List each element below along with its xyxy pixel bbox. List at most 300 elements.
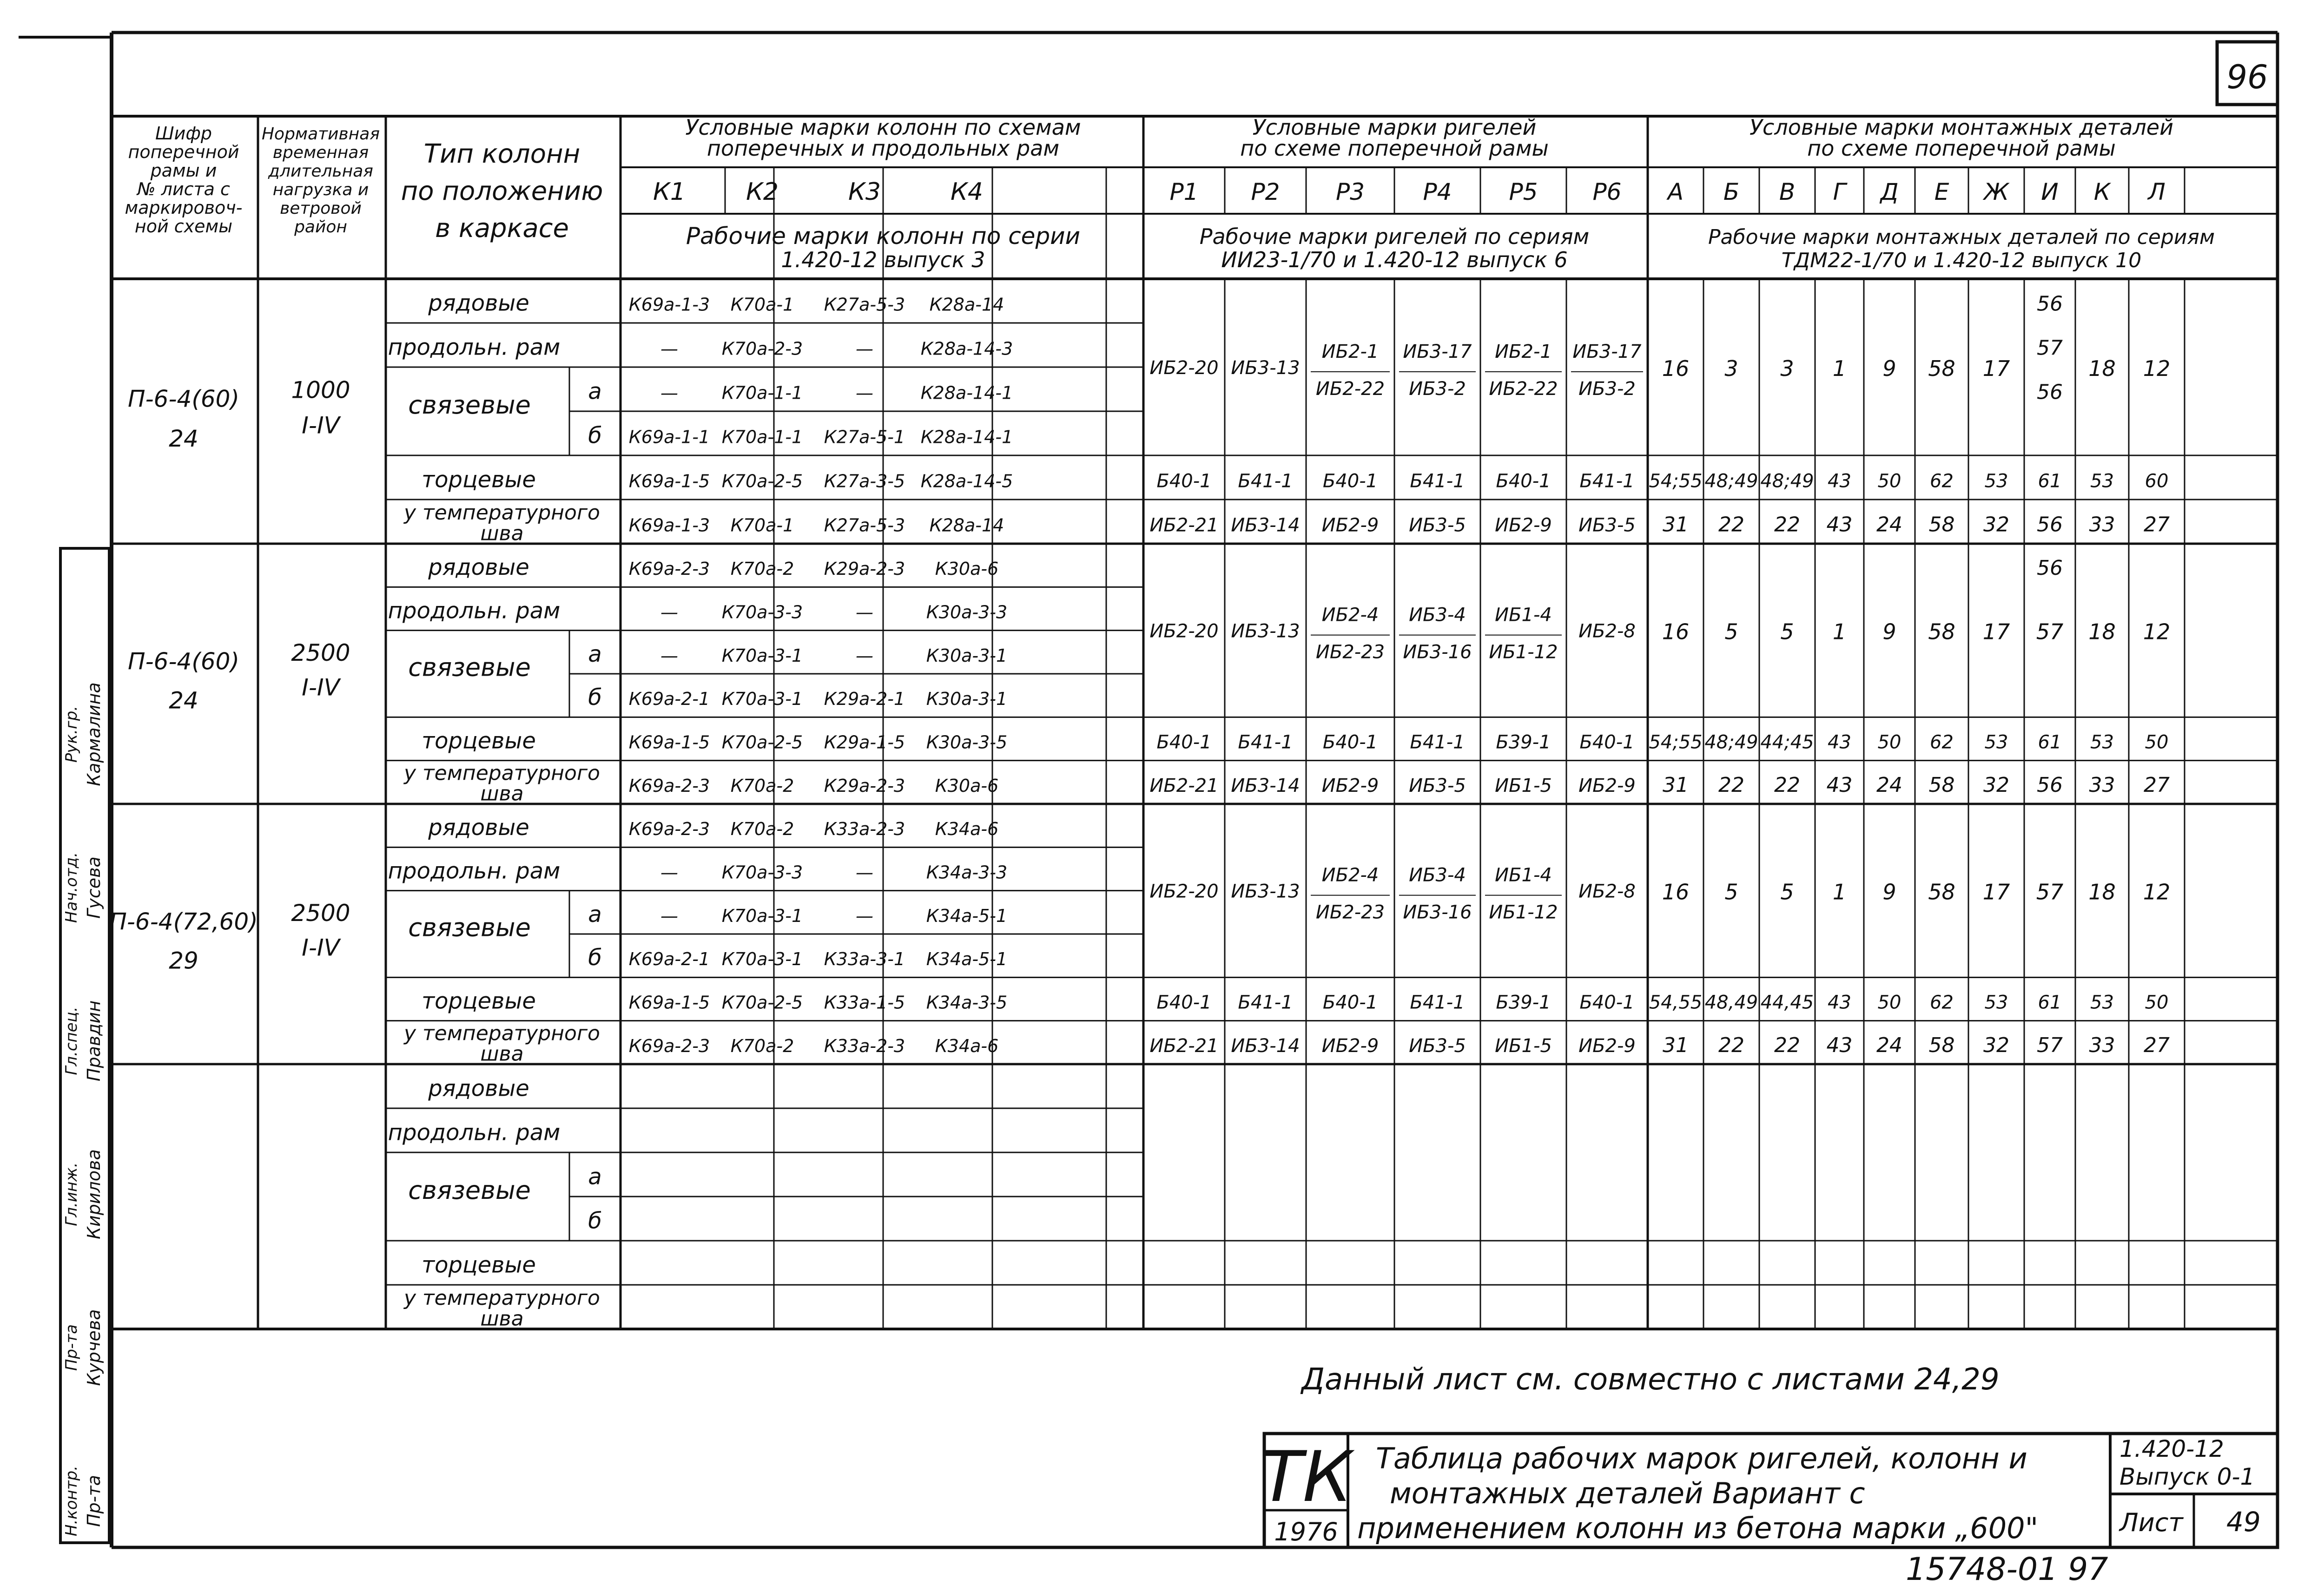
detail-temp-cell: 43: [1826, 773, 1853, 797]
hdr-shifr: маркировоч-: [125, 197, 243, 218]
hdr-rigel-mark: Р4: [1423, 178, 1452, 205]
detail-temp-cell: 58: [1928, 1033, 1955, 1057]
hdr-shifr: рамы и: [150, 160, 217, 181]
hdr-rigels-title: Условные марки ригелей: [1252, 115, 1537, 140]
column-mark-cell: —: [856, 645, 873, 666]
column-mark-cell: К70а-3-3: [721, 862, 803, 883]
type-tortsevye: торцевые: [422, 728, 536, 754]
hdr-detail-mark: Г: [1833, 178, 1846, 205]
margin-stamp-name: Кармалина: [84, 682, 104, 786]
type-temp: у температурного: [404, 500, 600, 525]
margin-stamp-name: Кирилова: [84, 1149, 104, 1239]
column-mark-cell: К70а-1: [730, 294, 794, 315]
detail-temp-cell: 58: [1928, 773, 1955, 797]
type-a: а: [588, 378, 602, 405]
column-mark-cell: К28а-14: [929, 515, 1004, 536]
column-mark-cell: К28а-14: [929, 294, 1004, 315]
detail-temp-cell: 24: [1876, 1033, 1902, 1057]
detail-temp-cell: 22: [1774, 513, 1800, 537]
rigel-tortsevye-cell: Б40-1: [1156, 731, 1212, 753]
hdr-detail-mark: К: [2093, 178, 2111, 205]
column-mark-cell: —: [660, 602, 678, 623]
detail-tortsevye-cell: 61: [2038, 731, 2062, 753]
rigel-cell: ИБ3-13: [1231, 357, 1300, 379]
detail-temp-cell: 27: [2144, 1033, 2170, 1057]
hdr-shifr: ной схемы: [134, 216, 233, 237]
column-mark-cell: К27а-5-1: [824, 427, 905, 447]
column-mark-cell: К69а-2-1: [628, 689, 710, 710]
column-mark-cell: К34а-6: [935, 1035, 999, 1056]
detail-cell: 12: [2143, 879, 2171, 905]
rigel-temp-cell: ИБ2-9: [1578, 775, 1636, 796]
hdr-detail-mark: И: [2041, 178, 2059, 205]
detail-tortsevye-cell: 54;55: [1649, 470, 1703, 492]
type-prodoln: продольн. рам: [388, 858, 561, 884]
detail-cell: 9: [1882, 619, 1896, 645]
rigel-tortsevye-cell: Б41-1: [1410, 470, 1465, 492]
rigel-temp-cell: ИБ3-5: [1409, 514, 1466, 536]
column-mark-cell: К69а-1-5: [628, 992, 710, 1013]
hdr-shifr: № листа с: [137, 179, 230, 199]
rigel-tortsevye-cell: Б40-1: [1579, 992, 1635, 1013]
detail-i-cell: 56: [2037, 292, 2063, 316]
hdr-rigel-mark: Р6: [1592, 178, 1622, 205]
column-mark-cell: К70а-3-1: [721, 689, 803, 710]
rigel-tortsevye-cell: Б40-1: [1322, 992, 1378, 1013]
column-mark-cell: —: [660, 862, 678, 883]
column-mark-cell: К28а-14-3: [920, 338, 1013, 359]
rigel-cell: ИБ3-2: [1578, 378, 1636, 400]
detail-temp-cell: 32: [1983, 773, 2009, 797]
rigel-cell: ИБ1-12: [1489, 641, 1558, 663]
column-mark-cell: К27а-5-3: [824, 294, 905, 315]
rigel-tortsevye-cell: Б41-1: [1410, 731, 1465, 753]
detail-tortsevye-cell: 61: [2038, 470, 2062, 492]
type-a: а: [588, 901, 602, 928]
group-sheet: 24: [169, 425, 198, 452]
detail-cell: 18: [2088, 879, 2116, 905]
rigel-tortsevye-cell: Б40-1: [1579, 731, 1635, 753]
detail-cell: 58: [1928, 619, 1955, 645]
column-mark-cell: К70а-2: [730, 559, 794, 579]
type-svyazevye: связевые: [408, 913, 531, 942]
rigel-temp-cell: ИБ3-5: [1578, 514, 1636, 536]
column-mark-cell: К70а-2: [730, 775, 794, 796]
type-b: б: [588, 1208, 602, 1234]
rigel-temp-cell: ИБ3-5: [1409, 1035, 1466, 1057]
margin-stamp-label: Нач.отд.: [62, 852, 81, 923]
rigel-temp-cell: ИБ3-14: [1231, 514, 1300, 536]
detail-temp-cell: 31: [1663, 1033, 1689, 1057]
column-mark-cell: —: [856, 602, 873, 623]
column-mark-cell: К70а-3-1: [721, 645, 803, 666]
detail-temp-cell: 56: [2037, 513, 2063, 537]
detail-cell: 17: [1982, 356, 2010, 381]
hdr-type: по положению: [401, 176, 603, 206]
detail-cell: 3: [1780, 356, 1794, 381]
rigel-temp-cell: ИБ2-21: [1149, 1035, 1219, 1057]
detail-tortsevye-cell: 44;45: [1760, 731, 1814, 753]
detail-temp-cell: 27: [2144, 513, 2170, 537]
column-mark-cell: К69а-1-5: [628, 471, 710, 492]
margin-stamp-name: Правдин: [84, 1000, 104, 1082]
margin-stamp-label: Гл.инж.: [62, 1162, 81, 1226]
group-sheet: 24: [169, 687, 198, 714]
margin-stamp-label: Рук.гр.: [62, 705, 81, 763]
rigel-temp-cell: ИБ2-9: [1321, 514, 1379, 536]
hdr-rigels-working: Рабочие марки ригелей по сериям: [1199, 224, 1590, 249]
detail-i-cell: 57: [2037, 336, 2063, 360]
column-mark-cell: К29а-2-1: [824, 689, 905, 710]
hdr-column-mark: К1: [653, 178, 686, 206]
column-mark-cell: К28а-14-5: [920, 471, 1013, 492]
detail-temp-cell: 22: [1774, 773, 1800, 797]
rigel-temp-cell: ИБ1-5: [1495, 1035, 1552, 1057]
rigel-cell: ИБ3-17: [1572, 341, 1642, 362]
type-ryadovye: рядовые: [428, 1075, 529, 1102]
column-mark-cell: —: [660, 905, 678, 926]
column-mark-cell: К28а-14-1: [920, 427, 1013, 447]
column-mark-cell: —: [660, 645, 678, 666]
hdr-details-title: Условные марки монтажных деталей: [1750, 115, 2173, 140]
hdr-type: Тип колонн: [423, 139, 581, 169]
detail-cell: 16: [1662, 619, 1690, 645]
detail-temp-cell: 31: [1663, 513, 1689, 537]
detail-temp-cell: 22: [1718, 773, 1744, 797]
column-mark-cell: К27а-3-5: [824, 471, 905, 492]
title-year: 1976: [1274, 1517, 1338, 1546]
type-temp: шва: [480, 521, 524, 546]
column-mark-cell: К34а-5-1: [926, 949, 1008, 970]
column-mark-cell: К69а-1-1: [628, 427, 710, 447]
rigel-temp-cell: ИБ3-5: [1409, 775, 1466, 796]
note-text: Данный лист см. совместно с листами 24,29: [1301, 1362, 2000, 1397]
column-mark-cell: К27а-5-3: [824, 515, 905, 536]
column-mark-cell: К70а-2-5: [721, 471, 803, 492]
detail-cell: 9: [1882, 356, 1896, 381]
margin-stamp-label: Н.контр.: [62, 1465, 81, 1537]
detail-tortsevye-cell: 48,49: [1704, 992, 1758, 1013]
rigel-temp-cell: ИБ2-9: [1495, 514, 1552, 536]
type-temp: у температурного: [404, 1021, 600, 1046]
column-mark-cell: К69а-1-5: [628, 732, 710, 753]
column-mark-cell: К34а-5-1: [926, 905, 1008, 926]
column-mark-cell: К69а-2-3: [628, 559, 710, 579]
hdr-detail-mark: А: [1667, 178, 1684, 205]
detail-temp-cell: 33: [2089, 773, 2115, 797]
rigel-cell: ИБ3-4: [1409, 864, 1466, 886]
detail-cell: 5: [1780, 879, 1794, 905]
margin-stamp-name: Гусева: [84, 856, 104, 919]
rigel-cell: ИБ2-1: [1495, 341, 1552, 362]
detail-tortsevye-cell: 54;55: [1649, 731, 1703, 753]
detail-temp-cell: 33: [2089, 513, 2115, 537]
hdr-columns-title: Условные марки колонн по схемам: [685, 115, 1081, 140]
detail-cell: 12: [2143, 619, 2171, 645]
rigel-tortsevye-cell: Б41-1: [1238, 731, 1293, 753]
detail-cell: 3: [1724, 356, 1738, 381]
column-mark-cell: —: [856, 905, 873, 926]
rigel-cell: ИБ3-4: [1409, 604, 1466, 626]
rigel-tortsevye-cell: Б40-1: [1496, 470, 1551, 492]
column-mark-cell: К29а-2-3: [824, 775, 905, 796]
margin-stamp-label: Пр-та: [62, 1324, 81, 1371]
column-mark-cell: К30а-3-3: [926, 602, 1008, 623]
column-mark-cell: К30а-3-5: [926, 732, 1008, 753]
rigel-cell: ИБ2-4: [1321, 864, 1379, 886]
detail-temp-cell: 22: [1718, 513, 1744, 537]
type-temp: у температурного: [404, 761, 600, 785]
rigel-tortsevye-cell: Б41-1: [1579, 470, 1635, 492]
detail-tortsevye-cell: 53: [1984, 731, 2008, 753]
column-mark-cell: К33а-3-1: [824, 949, 905, 970]
type-a: а: [588, 641, 602, 667]
detail-tortsevye-cell: 53: [1984, 470, 2008, 492]
hdr-load: нагрузка и: [272, 180, 369, 199]
rigel-cell: ИБ2-1: [1321, 341, 1379, 362]
group-load: 1000: [291, 376, 350, 404]
detail-i-cell: 56: [2037, 556, 2063, 580]
rigel-tortsevye-cell: Б41-1: [1410, 992, 1465, 1013]
detail-temp-cell: 57: [2037, 1033, 2063, 1057]
title-line-1: Таблица рабочих марок ригелей, колонн и: [1376, 1441, 2027, 1475]
detail-cell: 17: [1982, 619, 2010, 645]
column-mark-cell: —: [856, 338, 873, 359]
column-mark-cell: К70а-3-1: [721, 905, 803, 926]
column-mark-cell: К69а-1-3: [628, 515, 710, 536]
column-mark-cell: К70а-1: [730, 515, 794, 536]
hdr-rigels-title: по схеме поперечной рамы: [1240, 136, 1549, 161]
hdr-rigel-mark: Р1: [1169, 178, 1199, 205]
type-a: а: [588, 1164, 602, 1190]
detail-tortsevye-cell: 48;49: [1760, 470, 1814, 492]
rigel-cell: ИБ1-4: [1495, 604, 1552, 626]
hdr-load: ветровой: [280, 199, 362, 218]
hdr-columns-title: поперечных и продольных рам: [706, 136, 1060, 161]
detail-tortsevye-cell: 48;49: [1704, 731, 1758, 753]
detail-tortsevye-cell: 53: [2090, 470, 2114, 492]
rigel-cell: ИБ2-8: [1578, 620, 1636, 642]
group-region: I-IV: [302, 934, 340, 961]
detail-temp-cell: 31: [1663, 773, 1689, 797]
detail-tortsevye-cell: 50: [2145, 731, 2169, 753]
hdr-column-mark: К4: [950, 178, 984, 206]
column-mark-cell: —: [660, 338, 678, 359]
rigel-temp-cell: ИБ2-9: [1321, 1035, 1379, 1057]
type-ryadovye: рядовые: [428, 554, 529, 581]
title-issue: Выпуск 0-1: [2119, 1463, 2255, 1490]
detail-tortsevye-cell: 53: [1984, 992, 2008, 1013]
type-temp: шва: [480, 1042, 524, 1066]
hdr-rigel-mark: Р5: [1509, 178, 1538, 205]
rigel-tortsevye-cell: Б41-1: [1238, 992, 1293, 1013]
group-code: П-6-4(60): [128, 648, 239, 675]
column-mark-cell: К70а-3-1: [721, 949, 803, 970]
detail-cell: 9: [1882, 879, 1896, 905]
type-temp: шва: [480, 1307, 524, 1331]
column-mark-cell: К70а-3-3: [721, 602, 803, 623]
detail-cell: 1: [1832, 619, 1847, 645]
detail-temp-cell: 32: [1983, 1033, 2009, 1057]
margin-stamp-name: Курчева: [84, 1309, 104, 1386]
rigel-temp-cell: ИБ2-21: [1149, 775, 1219, 796]
detail-tortsevye-cell: 53: [2090, 731, 2114, 753]
detail-cell: 18: [2088, 356, 2116, 381]
column-mark-cell: К70а-2-3: [721, 338, 803, 359]
group-code: П-6-4(60): [128, 385, 239, 413]
detail-temp-cell: 43: [1826, 1033, 1853, 1057]
hdr-columns-working: 1.420-12 выпуск 3: [781, 247, 985, 272]
rigel-temp-cell: ИБ2-9: [1321, 775, 1379, 796]
type-svyazevye: связевые: [408, 390, 531, 420]
type-svyazevye: связевые: [408, 652, 531, 682]
rigel-tortsevye-cell: Б41-1: [1238, 470, 1293, 492]
logo-tk: ТК: [1260, 1437, 1353, 1518]
column-mark-cell: —: [856, 382, 873, 403]
detail-temp-cell: 43: [1826, 513, 1853, 537]
detail-temp-cell: 32: [1983, 513, 2009, 537]
hdr-shifr: поперечной: [128, 142, 239, 162]
detail-tortsevye-cell: 48;49: [1704, 470, 1758, 492]
detail-tortsevye-cell: 61: [2038, 992, 2062, 1013]
hdr-column-mark: К3: [848, 178, 881, 206]
detail-cell: 17: [1982, 879, 2010, 905]
column-mark-cell: К30а-3-1: [926, 689, 1008, 710]
column-mark-cell: К30а-6: [935, 559, 999, 579]
column-mark-cell: К70а-1-1: [721, 427, 803, 447]
column-mark-cell: К33а-1-5: [824, 992, 905, 1013]
detail-tortsevye-cell: 50: [1877, 731, 1901, 753]
column-mark-cell: К70а-2: [730, 819, 794, 840]
detail-temp-cell: 58: [1928, 513, 1955, 537]
detail-cell: 5: [1780, 619, 1794, 645]
margin-stamp-label: Гл.спец.: [62, 1007, 81, 1075]
rigel-cell: ИБ3-16: [1403, 901, 1472, 923]
column-mark-cell: К33а-2-3: [824, 819, 905, 840]
detail-tortsevye-cell: 60: [2145, 470, 2169, 492]
detail-tortsevye-cell: 50: [1877, 992, 1901, 1013]
type-ryadovye: рядовые: [428, 290, 529, 316]
hdr-details-title: по схеме поперечной рамы: [1807, 136, 2116, 161]
column-mark-cell: К70а-2-5: [721, 732, 803, 753]
column-mark-cell: К30а-6: [935, 775, 999, 796]
detail-tortsevye-cell: 44,45: [1760, 992, 1814, 1013]
rigel-temp-cell: ИБ3-14: [1231, 1035, 1300, 1057]
rigel-cell: ИБ3-17: [1403, 341, 1472, 362]
hdr-details-working: Рабочие марки монтажных деталей по сериям: [1708, 225, 2215, 249]
rigel-temp-cell: ИБ2-9: [1578, 1035, 1636, 1057]
rigel-tortsevye-cell: Б39-1: [1496, 731, 1551, 753]
rigel-cell: ИБ2-23: [1315, 901, 1385, 923]
hdr-shifr: Шифр: [155, 123, 212, 144]
column-mark-cell: К33а-2-3: [824, 1035, 905, 1056]
corner-number-box: [2217, 42, 2278, 105]
type-tortsevye: торцевые: [422, 988, 536, 1014]
rigel-cell: ИБ2-20: [1149, 620, 1219, 642]
detail-cell: 12: [2143, 356, 2171, 381]
hdr-details-working: ТДМ22-1/70 и 1.420-12 выпуск 10: [1781, 249, 2142, 272]
detail-cell: 1: [1832, 356, 1847, 381]
hdr-type: в каркасе: [435, 213, 569, 243]
detail-temp-cell: 56: [2037, 773, 2063, 797]
rigel-cell: ИБ2-20: [1149, 357, 1219, 379]
type-temp: у температурного: [404, 1286, 600, 1310]
rigel-cell: ИБ3-2: [1409, 378, 1466, 400]
detail-i-cell: 56: [2037, 380, 2063, 404]
rigel-cell: ИБ3-13: [1231, 620, 1300, 642]
detail-cell: 16: [1662, 879, 1690, 905]
group-code: П-6-4(72,60): [109, 908, 258, 935]
group-load: 2500: [291, 900, 350, 927]
column-mark-cell: К69а-1-3: [628, 294, 710, 315]
detail-temp-cell: 24: [1876, 513, 1902, 537]
rigel-temp-cell: ИБ1-5: [1495, 775, 1552, 796]
rigel-cell: ИБ1-4: [1495, 864, 1552, 886]
detail-cell: 57: [2036, 619, 2064, 645]
title-line-2: монтажных деталей Вариант с: [1390, 1476, 1865, 1510]
column-mark-cell: К29а-1-5: [824, 732, 905, 753]
column-mark-cell: К29а-2-3: [824, 559, 905, 579]
detail-temp-cell: 27: [2144, 773, 2170, 797]
rigel-cell: ИБ2-23: [1315, 641, 1385, 663]
detail-tortsevye-cell: 62: [1930, 731, 1954, 753]
detail-cell: 58: [1928, 879, 1955, 905]
column-mark-cell: К70а-2-5: [721, 992, 803, 1013]
title-sheet-label: Лист: [2119, 1508, 2183, 1537]
detail-cell: 18: [2088, 619, 2116, 645]
type-prodoln: продольн. рам: [388, 334, 561, 361]
detail-tortsevye-cell: 62: [1930, 470, 1954, 492]
type-b: б: [588, 945, 602, 971]
type-tortsevye: торцевые: [422, 467, 536, 493]
rigel-temp-cell: ИБ2-21: [1149, 514, 1219, 536]
hdr-rigel-mark: Р2: [1251, 178, 1280, 205]
hdr-load: временная: [272, 143, 369, 162]
hdr-detail-mark: Д: [1880, 178, 1899, 205]
column-mark-cell: К69а-2-3: [628, 819, 710, 840]
rigel-tortsevye-cell: Б40-1: [1156, 992, 1212, 1013]
column-mark-cell: К70а-1-1: [721, 382, 803, 403]
type-b: б: [588, 422, 602, 449]
rigel-cell: ИБ1-12: [1489, 901, 1558, 923]
detail-cell: 1: [1832, 879, 1847, 905]
hdr-detail-mark: Л: [2148, 178, 2166, 205]
column-mark-cell: —: [660, 382, 678, 403]
detail-tortsevye-cell: 43: [1828, 470, 1851, 492]
detail-tortsevye-cell: 62: [1930, 992, 1954, 1013]
group-sheet: 29: [169, 947, 198, 974]
type-temp: шва: [480, 782, 524, 806]
type-b: б: [588, 684, 602, 711]
title-block: [1260, 1434, 2278, 1547]
detail-tortsevye-cell: 53: [2090, 992, 2114, 1013]
column-mark-cell: —: [856, 862, 873, 883]
column-mark-cell: К34а-3-3: [926, 862, 1008, 883]
title-sheet-number: 49: [2226, 1506, 2261, 1538]
column-mark-cell: К34а-6: [935, 819, 999, 840]
margin-stamp-name: Пр-та: [84, 1475, 104, 1527]
column-mark-cell: К28а-14-1: [920, 382, 1013, 403]
hdr-columns-working: Рабочие марки колонн по серии: [686, 223, 1081, 250]
type-ryadovye: рядовые: [428, 815, 529, 841]
detail-cell: 5: [1724, 879, 1738, 905]
hdr-load: длительная: [268, 162, 373, 181]
column-mark-cell: К34а-3-5: [926, 992, 1008, 1013]
detail-tortsevye-cell: 43: [1828, 731, 1851, 753]
column-mark-cell: К69а-2-1: [628, 949, 710, 970]
hdr-detail-mark: Ж: [1984, 178, 2009, 205]
rigel-cell: ИБ2-8: [1578, 881, 1636, 902]
